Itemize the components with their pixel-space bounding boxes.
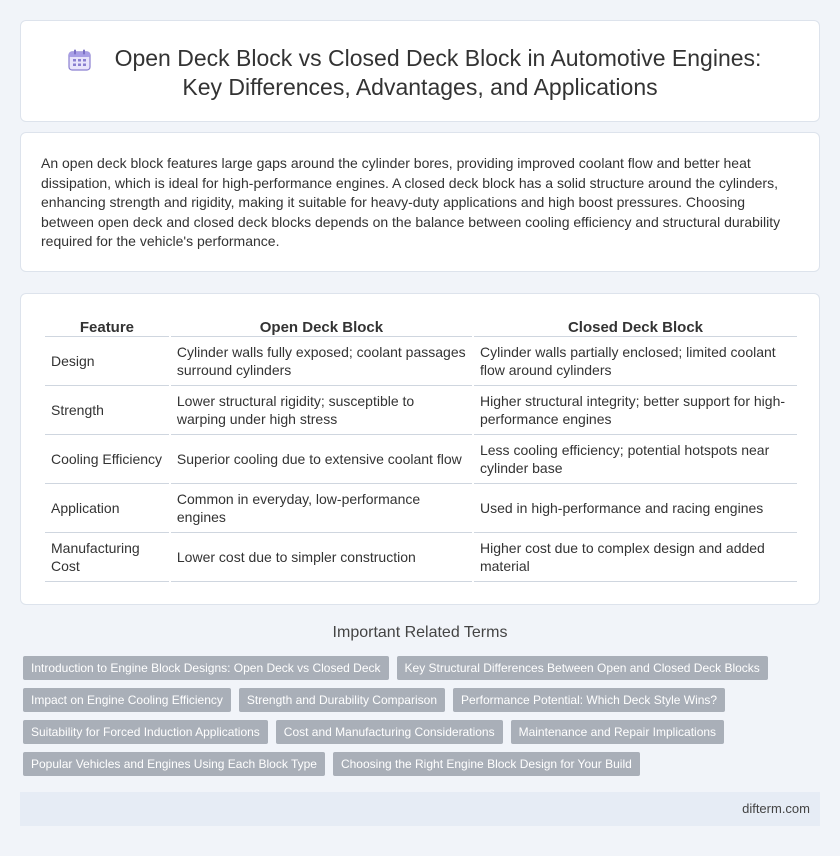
- cell-closed: Higher structural integrity; better support for high-performance engines: [474, 386, 797, 435]
- header-open-deck: Open Deck Block: [171, 313, 472, 337]
- table-row: [45, 386, 797, 435]
- footer-brand[interactable]: difterm.com: [742, 801, 810, 816]
- related-term-tag[interactable]: Maintenance and Repair Implications: [511, 720, 724, 744]
- tag-row: [23, 656, 823, 680]
- cell-open: Superior cooling due to extensive coolant flow: [171, 435, 472, 484]
- comparison-card: [20, 293, 820, 605]
- intro-card: [20, 132, 820, 272]
- cell-feature: Design: [45, 337, 169, 386]
- table-row: [45, 533, 797, 582]
- comparison-table: [43, 313, 799, 582]
- related-terms-list: [23, 656, 823, 784]
- tag-row: [23, 688, 823, 712]
- table-row: [45, 484, 797, 533]
- cell-open: Lower structural rigidity; susceptible to warping under high stress: [171, 386, 472, 435]
- cell-open: Lower cost due to simpler construction: [171, 533, 472, 582]
- related-term-tag[interactable]: Impact on Engine Cooling Efficiency: [23, 688, 231, 712]
- related-term-tag[interactable]: Cost and Manufacturing Considerations: [276, 720, 503, 744]
- related-term-tag[interactable]: Introduction to Engine Block Designs: Open Deck vs Closed Deck: [23, 656, 389, 680]
- intro-paragraph: An open deck block features large gaps around the cylinder bores, providing improved coolant flow and better heat dissipation, which is ideal for high-performance engines. A closed deck block has a solid structure around the cylinders, enhancing strength and rigidity, making it suitable for heavy-duty applications and high boost pressures. Choosing between open deck and closed deck blocks depends on the balance between cooling efficiency and structural durability required for the vehicle's performance.: [41, 155, 781, 250]
- related-term-tag[interactable]: Strength and Durability Comparison: [239, 688, 445, 712]
- footer: [20, 792, 820, 826]
- cell-feature: Manufacturing Cost: [45, 533, 169, 582]
- table-row: [45, 337, 797, 386]
- page-title-line1: Open Deck Block vs Closed Deck Block in Automotive Engines:: [114, 45, 762, 71]
- tag-row: [23, 720, 823, 744]
- related-term-tag[interactable]: Key Structural Differences Between Open and Closed Deck Blocks: [397, 656, 768, 680]
- cell-closed: Higher cost due to complex design and added material: [474, 533, 797, 582]
- cell-closed: Used in high-performance and racing engines: [474, 484, 797, 533]
- header-card: [20, 20, 820, 122]
- cell-closed: Cylinder walls partially enclosed; limited coolant flow around cylinders: [474, 337, 797, 386]
- header-feature: Feature: [45, 313, 169, 337]
- page-title: [21, 44, 819, 102]
- related-terms-title: Important Related Terms: [332, 624, 508, 641]
- cell-open: Cylinder walls fully exposed; coolant passages surround cylinders: [171, 337, 472, 386]
- table-row: [45, 435, 797, 484]
- cell-feature: Cooling Efficiency: [45, 435, 169, 484]
- related-term-tag[interactable]: Performance Potential: Which Deck Style Wins?: [453, 688, 725, 712]
- header-closed-deck: Closed Deck Block: [474, 313, 797, 337]
- related-term-tag[interactable]: Popular Vehicles and Engines Using Each Block Type: [23, 752, 325, 776]
- related-term-tag[interactable]: Choosing the Right Engine Block Design for Your Build: [333, 752, 640, 776]
- related-term-tag[interactable]: Suitability for Forced Induction Applications: [23, 720, 268, 744]
- table-header-row: [45, 313, 797, 337]
- cell-closed: Less cooling efficiency; potential hotspots near cylinder base: [474, 435, 797, 484]
- cell-feature: Strength: [45, 386, 169, 435]
- page-title-line2: Key Differences, Advantages, and Applications: [182, 74, 658, 100]
- cell-open: Common in everyday, low-performance engines: [171, 484, 472, 533]
- tag-row: [23, 752, 823, 776]
- cell-feature: Application: [45, 484, 169, 533]
